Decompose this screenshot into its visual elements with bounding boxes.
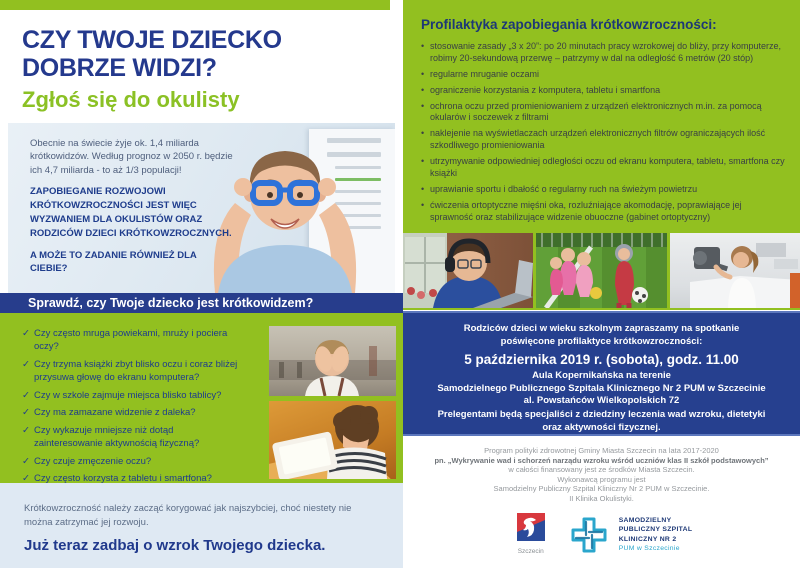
prevention-heading: Profilaktyka zapobiegania krótkowzroczności:: [421, 17, 717, 32]
szczecin-logo: [511, 513, 551, 555]
checklist-section: [0, 313, 403, 483]
hospital-name-line: PUM w Szczecinie: [618, 545, 680, 553]
page-subtitle: Zgłoś się do okulisty: [22, 87, 240, 112]
emphasis-question: A MOŻE TO ZADANIE RÓWNIEŻ DLA CIEBIE?: [30, 249, 197, 275]
program-note-line: pn. „Wykrywanie wad i schorzeń narządu wzroku wśród uczniów klas II szkół podstawowych”: [434, 455, 769, 465]
event-date: 5 października 2019 r. (sobota), godz. 11.00: [464, 352, 739, 368]
prevention-item-text: ćwiczenia ortoptyczne mięśni oka, rozluźniające akomodację, poprawiające jej sprawność oraz stabilizujące widzenie obuoczne (gabinet ortoptyczny): [430, 199, 742, 222]
prevention-section: [403, 0, 800, 233]
photo-child-tablet: [269, 401, 396, 479]
check-icon: [22, 455, 34, 468]
prevention-item-text: ochrona oczu przed promieniowaniem z urządzeń elektronicznych m.in. za pomocą okularów i soczewek z filtrami: [430, 100, 762, 123]
prevention-item-text: uprawianie sportu i dbałość o regularny ruch na świeżym powietrzu: [430, 183, 698, 194]
photo-girl-eye-exam: [670, 233, 800, 308]
checklist-item: [22, 424, 244, 451]
bullet-icon: [421, 85, 430, 97]
prevention-item-text: naklejenie na wyświetlaczach urządzeń elektronicznych filtrów ograniczających ilość szkodliwego promieniowania: [430, 128, 766, 151]
bullet-icon: [421, 156, 430, 180]
program-note-line: Wykonawcą programu jest: [557, 474, 646, 484]
szczecin-crest-icon: [517, 513, 545, 541]
prevention-item-text: stosowanie zasady „3 x 20”: po 20 minutach pracy wzrokowej do bliży, przy komputerze, robimy 20-sekundową przerwę – patrzymy w dal na odległość 6 metrów (20 stóp): [430, 41, 781, 63]
bullet-icon: [421, 184, 430, 196]
checklist-item-text: Czy wykazuje mniejsze niż dotąd zainteresowanie aktywnością fizyczną?: [34, 424, 200, 450]
right-page: [403, 0, 800, 568]
bullet-icon: [421, 128, 430, 152]
intro-overlay: [8, 123, 235, 276]
szczecin-logo-caption: Szczecin: [517, 547, 544, 555]
event-speakers: Prelegentami będą specjaliści z dziedziny leczenia wad wzroku, dietetyki: [437, 408, 766, 420]
left-footer: [0, 483, 403, 568]
photo-strip: [403, 233, 800, 310]
photo-boy-glasses: [8, 123, 395, 293]
event-venue: Aula Kopernikańska na terenie: [532, 370, 671, 382]
event-venue: Samodzielnego Publicznego Szpitala Klinicznego Nr 2 PUM w Szczecinie: [437, 382, 766, 394]
bullet-icon: [421, 200, 430, 224]
symptom-checklist: [22, 327, 244, 486]
bullet-icon: [421, 41, 430, 65]
emphasis-text: ZAPOBIEGANIE ROZWOJOWI KRÓTKOWZROCZNOŚCI JEST WIĘC WYZWANIEM DLA OKULISTÓW ORAZ RODZICÓW DZIECI KRÓTKOWZROCZNYCH.: [30, 186, 232, 239]
event-box: [403, 311, 800, 436]
hospital-name-line: KLINICZNY NR 2: [618, 535, 677, 543]
hospital-logo-text: [619, 516, 693, 554]
photo-boy-laptop: [403, 233, 533, 308]
top-green-bar: [0, 0, 390, 10]
check-icon: [22, 389, 34, 402]
checklist-photos: [269, 326, 396, 479]
bullet-icon: [421, 69, 430, 81]
hospital-logo: [567, 513, 693, 557]
title-line-1: CZY TWOJE DZIECKO: [22, 26, 282, 54]
prevention-item: [421, 200, 786, 224]
page-title: [22, 26, 403, 82]
prevention-item: [421, 184, 786, 196]
checklist-item: [22, 358, 244, 385]
checklist-header: Sprawdź, czy Twoje dziecko jest krótkowidzem?: [0, 293, 403, 313]
prevention-item: [421, 101, 786, 125]
photo-boy-covering-eyes: [269, 326, 396, 396]
check-icon: [22, 406, 34, 419]
title-block: [0, 10, 403, 113]
prevention-item: [421, 156, 786, 180]
checklist-item-text: Czy czuje zmęczenie oczu?: [34, 455, 152, 467]
program-note-line: w całości finansowany jest ze środków Miasta Szczecin.: [508, 465, 695, 475]
right-footer: [403, 436, 800, 557]
checklist-item: [22, 406, 244, 419]
prevention-item: [421, 41, 786, 65]
checklist-item: [22, 389, 244, 402]
closing-cta: Już teraz zadbaj o wzrok Twojego dziecka.: [24, 536, 326, 554]
prevention-list: [421, 41, 786, 223]
checklist-item-text: Czy w szkole zajmuje miejsca blisko tablicy?: [34, 389, 222, 401]
checklist-item-text: Czy często mruga powiekami, mruży i pociera oczy?: [34, 328, 228, 353]
prevention-item-text: ograniczenie korzystania z komputera, tabletu i smartfona: [430, 84, 661, 95]
photo-children-playing: [536, 233, 666, 308]
checklist-item-text: Czy trzyma książki zbyt blisko oczu i coraz bliżej przysuwa głowę do ekranu komputera?: [34, 358, 238, 384]
check-icon: [22, 424, 34, 451]
title-line-2: DOBRZE WIDZI?: [22, 54, 217, 82]
check-icon: [22, 358, 34, 385]
prevention-item-text: utrzymywanie odpowiedniej odległości oczu od ekranu komputera, tabletu, smartfona czy książki: [430, 156, 785, 178]
closing-note: Krótkowzroczność należy zacząć korygować jak najszybciej, choć niestety nie można zatrzymać jej rozwoju.: [24, 503, 352, 528]
hospital-name-line: PUBLICZNY SZPITAL: [618, 526, 693, 534]
prevention-item: [421, 128, 786, 152]
checklist-item: [22, 472, 244, 485]
intro-text: Obecnie na świecie żyje ok. 1,4 miliarda krótkowidzów. Według prognoz w 2050 r. będzie ich 4,7 miliarda - to aż 1/3 populacji!: [30, 138, 233, 176]
check-icon: [22, 327, 34, 354]
hospital-name-line: SAMODZIELNY: [618, 516, 672, 524]
checklist-item-text: Czy ma zamazane widzenie z daleka?: [34, 407, 196, 419]
event-intro: Rodziców dzieci w wieku szkolnym zapraszamy na spotkanie: [463, 323, 740, 334]
checklist-item: [22, 327, 244, 354]
check-icon: [22, 472, 34, 485]
checklist-item-text: Czy często korzysta z tabletu i smartfona?: [34, 473, 212, 485]
hospital-cross-icon: [567, 513, 611, 557]
event-address: al. Powstańców Wielkopolskich 72: [523, 395, 680, 407]
prevention-item: [421, 69, 786, 81]
event-speakers: oraz aktywności fizycznej.: [542, 422, 661, 434]
checklist-item: [22, 455, 244, 468]
logos-row: [403, 513, 800, 557]
bullet-icon: [421, 101, 430, 125]
program-note-line: Samodzielny Publiczny Szpital Kliniczny Nr 2 PUM w Szczecinie.: [493, 484, 710, 494]
program-note-line: II Klinika Okulistyki.: [569, 493, 634, 503]
prevention-item-text: regularne mruganie oczami: [430, 68, 540, 79]
program-note: [403, 446, 800, 504]
prevention-item: [421, 85, 786, 97]
program-note-line: Program polityki zdrowotnej Gminy Miasta Szczecin na lata 2017-2020: [484, 446, 719, 455]
event-intro: poświęcone profilaktyce krótkowzroczności:: [500, 335, 703, 347]
